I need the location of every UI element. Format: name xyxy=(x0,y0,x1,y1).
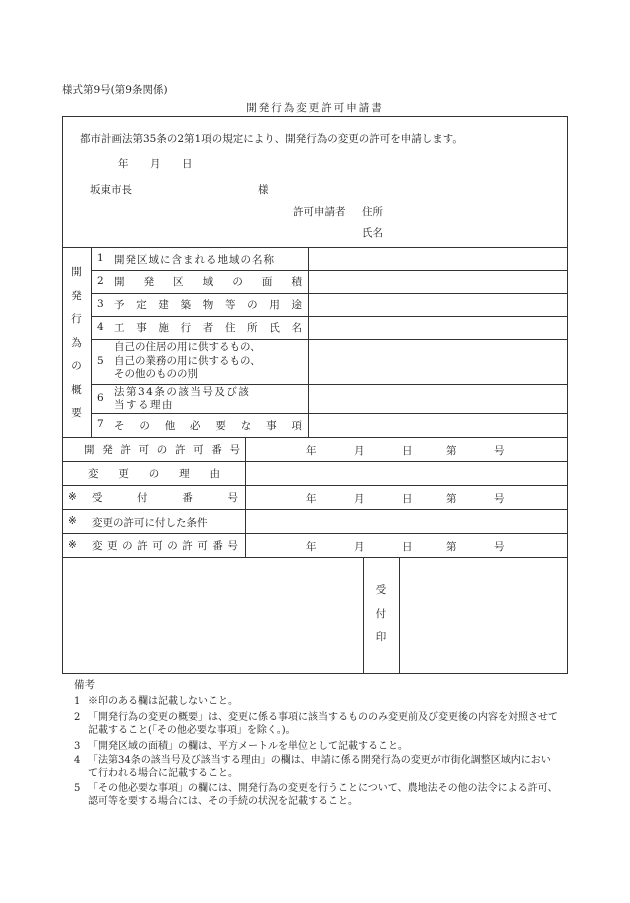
change-permit-date-day: 日 xyxy=(402,541,413,553)
note-item-3: 3 「開発区域の面積」の欄は、平方メートルを単位として記載すること。 xyxy=(74,741,408,752)
overview-row-6-label: 法第34条の該当号及び該 当する理由 xyxy=(114,386,251,411)
permit-number-dai: 第 xyxy=(446,445,457,457)
change-permit-number-go: 号 xyxy=(494,541,505,553)
applicant-name-label: 氏名 xyxy=(362,227,383,239)
overview-row-4-number: 4 xyxy=(97,321,104,333)
overview-row-7-number: 7 xyxy=(97,418,104,430)
receipt-stamp-label: 受 付 印 xyxy=(375,584,387,643)
note-item-2: 2 「開発行為の変更の概要」は、変更に係る事項に該当するもののみ変更前及び変更後の内容を対照させて記載すること(「その他必要な事項」を除く。)。 xyxy=(74,712,558,736)
overview-row-5-label: 自己の住居の用に供するもの、 自己の業務の用に供するもの、 その他のものの別 xyxy=(114,341,261,380)
change-reason-label: 変 更 の 理 由 xyxy=(88,467,220,480)
note-item-1: 1 ※印のある欄は記載しないこと。 xyxy=(74,696,238,707)
note-item-5: 5 「その他必要な事項」の欄には、開発行為の変更を行うことについて、農地法その他の法令による許可、認可等を要する場合には、その手続の状況を記載すること。 xyxy=(74,783,558,807)
date-day-label: 日 xyxy=(182,158,193,170)
overview-row-6-number: 6 xyxy=(97,392,104,404)
date-year-label: 年 xyxy=(118,158,129,170)
addressee-honorific: 様 xyxy=(258,184,269,196)
overview-row-3-number: 3 xyxy=(97,298,104,310)
overview-row-3-label: 予 定 建 築 物 等 の 用 途 xyxy=(114,299,302,311)
change-permit-date-year: 年 xyxy=(306,541,317,553)
overview-row-1-number: 1 xyxy=(97,252,104,264)
change-permit-date-month: 月 xyxy=(354,541,365,553)
overview-row-2-label: 開 発 区 域 の 面 積 xyxy=(114,276,302,288)
permit-date-year: 年 xyxy=(306,445,317,457)
overview-row-4-label: 工 事 施 行 者 住 所 氏 名 xyxy=(114,322,302,334)
change-permit-number-dai: 第 xyxy=(446,541,457,553)
note-item-4: 4 「法第34条の該当号及び該当する理由」の欄は、申請に係る開発行為の変更が市街化調整区域内において行われる場合に記載すること。 xyxy=(74,755,551,779)
form-title: 開発行為変更許可申請書 xyxy=(246,102,384,114)
overview-row-1-label: 開発区域に含まれる地域の名称 xyxy=(114,254,275,266)
permit-number-go: 号 xyxy=(494,445,505,457)
form-number-label: 様式第9号(第9条関係) xyxy=(62,84,168,96)
application-statement: 都市計画法第35条の2第1項の規定により、開発行為の変更の許可を申請します。 xyxy=(80,133,463,145)
receipt-number-dai: 第 xyxy=(446,493,457,505)
receipt-date-day: 日 xyxy=(402,493,413,505)
applicant-label: 許可申請者 xyxy=(293,206,346,218)
overview-side-label: 開 発 行 為 の 概 要 xyxy=(71,266,82,419)
overview-row-7-label: そ の 他 必 要 な 事 項 xyxy=(114,419,302,432)
conditions-mark: ※ xyxy=(68,515,77,527)
permit-date-day: 日 xyxy=(402,445,413,457)
receipt-date-year: 年 xyxy=(306,493,317,505)
permit-date-month: 月 xyxy=(354,445,365,457)
change-permit-mark: ※ xyxy=(68,539,77,551)
permit-number-label: 開 発 許 可 の 許 可 番 号 xyxy=(84,443,240,456)
addressee-name: 坂東市長 xyxy=(90,184,132,196)
receipt-date-month: 月 xyxy=(354,493,365,505)
change-permit-number-label: 変 更 の 許 可 の 許 可 番 号 xyxy=(92,539,238,552)
overview-row-5-number: 5 xyxy=(97,355,104,367)
conditions-label: 変更の許可に付した条件 xyxy=(92,517,208,529)
receipt-number-mark: ※ xyxy=(68,491,77,503)
receipt-number-go: 号 xyxy=(494,493,505,505)
overview-row-2-number: 2 xyxy=(97,275,104,287)
applicant-address-label: 住所 xyxy=(362,206,383,218)
date-month-label: 月 xyxy=(150,158,161,170)
notes-heading: 備考 xyxy=(74,679,95,691)
receipt-number-label: 受 付 番 号 xyxy=(92,491,238,504)
